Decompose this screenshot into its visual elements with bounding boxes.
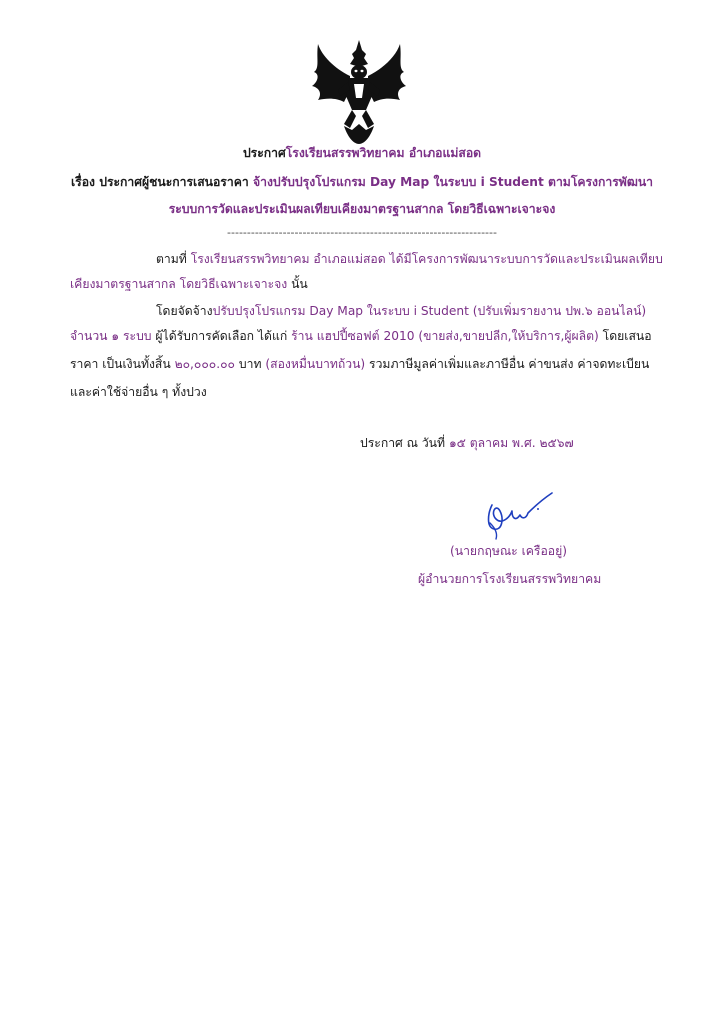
p1-end: นั้น xyxy=(287,277,308,291)
signer-position: ผู้อำนวยการโรงเรียนสรรพวิทยาคม xyxy=(418,572,602,586)
handwritten-signature xyxy=(470,483,560,543)
p2-offer: โดยเสนอ xyxy=(598,329,652,343)
p1-school: โรงเรียนสรรพวิทยาคม อำเภอแม่สอด xyxy=(190,252,386,266)
paragraph-1-line-1 xyxy=(156,251,663,267)
paragraph-1-line-2 xyxy=(70,276,308,292)
paragraph-2-line-2 xyxy=(70,328,652,344)
title-school: โรงเรียนสรรพวิทยาคม อำเภอแม่สอด xyxy=(285,146,482,160)
title-prefix: ประกาศ xyxy=(242,146,286,160)
p2-vendor: ร้าน แฮปปี้ซอฟต์ 2010 (ขายส่ง,ขายปลีก,ให้บริการ,ผู้ผลิต) xyxy=(291,329,599,343)
announce-date-value: ๑๕ ตุลาคม พ.ศ. ๒๕๖๗ xyxy=(448,436,574,450)
garuda-emblem-icon xyxy=(304,38,414,146)
p1-project-cont: เคียงมาตรฐานสากล โดยวิธีเฉพาะเจาะจง xyxy=(70,277,288,291)
p2-amount-words: (สองหมื่นบาทถ้วน) xyxy=(265,357,366,371)
subject-project-a: จ้างปรับปรุงโปรแกรม Day Map ในระบบ i Student ตามโครงการพัฒนา xyxy=(252,175,653,189)
p2-baht: บาท xyxy=(235,357,266,371)
paragraph-2-line-3 xyxy=(70,356,649,372)
p2-quantity: จำนวน ๑ ระบบ xyxy=(70,329,152,343)
paragraph-2-line-1 xyxy=(156,303,646,319)
p2-lead: โดยจัดจ้าง xyxy=(156,304,213,318)
p2-amount: ๒๐,๐๐๐.๐๐ xyxy=(174,357,235,371)
p2-selected: ผู้ได้รับการคัดเลือก ได้แก่ xyxy=(151,329,292,343)
signer-name: (นายกฤษณะ เครืออยู่) xyxy=(450,544,567,558)
p2-work: ปรับปรุงโปรแกรม Day Map ในระบบ i Student (ปรับเพิ่มรายงาน ปพ.๖ ออนไลน์) xyxy=(212,304,647,318)
p1-text: ตามที่ xyxy=(156,252,191,266)
divider: -------------------------------------------------------------------- xyxy=(227,226,497,239)
subject-lead: เรื่อง ประกาศผู้ชนะการเสนอราคา xyxy=(70,175,253,189)
paragraph-2-line-4: และค่าใช้จ่ายอื่น ๆ ทั้งปวง xyxy=(70,385,207,399)
subject-project-b: ระบบการวัดและประเมินผลเทียบเคียงมาตรฐานสากล โดยวิธีเฉพาะเจาะจง xyxy=(168,202,556,216)
p2-tax-note: รวมภาษีมูลค่าเพิ่มและภาษีอื่น ค่าขนส่ง ค่าจดทะเบียน xyxy=(365,357,650,371)
page-title xyxy=(0,145,724,161)
announcement-date xyxy=(360,435,574,451)
p2-price-lead: ราคา เป็นเงินทั้งสิ้น xyxy=(70,357,175,371)
announce-lead: ประกาศ ณ วันที่ xyxy=(360,436,449,450)
subject-line xyxy=(0,174,724,190)
p1-project: ได้มีโครงการพัฒนาระบบการวัดและประเมินผลเทียบ xyxy=(385,252,663,266)
